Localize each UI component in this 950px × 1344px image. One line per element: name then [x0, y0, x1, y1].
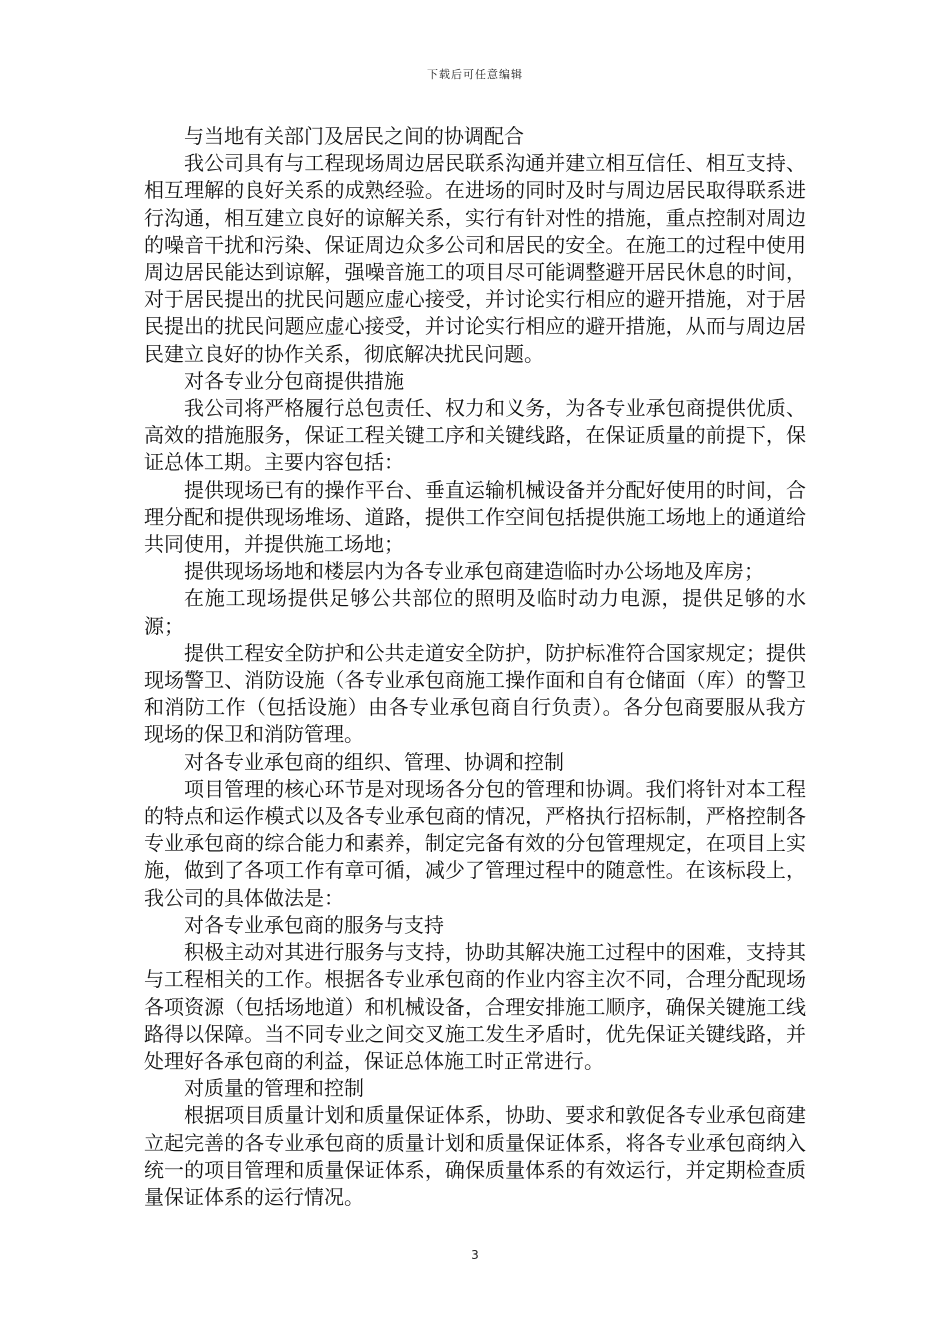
paragraph-management-core: 项目管理的核心环节是对现场各分包的管理和协调。我们将针对本工程的特点和运作模式以及各专业承包商的情况，严格执行招标制，严格控制各专业承包商的综合能力和素养，制定完备有效的分包管理规定，在项目上实施，做到了各项工作有章可循，减少了管理过程中的随意性。在该标段上，我公司的具体做法是：	[144, 776, 806, 910]
page-number: 3	[471, 1248, 479, 1262]
paragraph-office-provision: 提供现场场地和楼层内为各专业承包商建造临时办公场地及库房；	[184, 559, 764, 584]
paragraph-quality-control: 根据项目质量计划和质量保证体系，协助、要求和敦促各专业承包商建立起完善的各专业承包商的质量计划和质量保证体系，将各专业承包商纳入统一的项目管理和质量保证体系，确保质量体系的有效运行，并定期检查质量保证体系的运行情况。	[144, 1103, 806, 1209]
section-heading-organization-management: 对各专业承包商的组织、管理、协调和控制	[184, 749, 564, 774]
document-body	[144, 123, 806, 1211]
section-heading-service-support: 对各专业承包商的服务与支持	[184, 912, 444, 937]
section-heading-subcontractor-measures: 对各专业分包商提供措施	[184, 368, 404, 393]
header-note: 下载后可任意编辑	[427, 68, 523, 81]
section-heading-quality-control: 对质量的管理和控制	[184, 1076, 364, 1101]
paragraph-general-contractor-duties: 我公司将严格履行总包责任、权力和义务，为各专业承包商提供优质、高效的措施服务，保证工程关键工序和关键线路，在保证质量的前提下，保证总体工期。主要内容包括：	[144, 396, 806, 475]
paragraph-coordination: 我公司具有与工程现场周边居民联系沟通并建立相互信任、相互支持、相互理解的良好关系的成熟经验。在进场的同时及时与周边居民取得联系进行沟通，相互建立良好的谅解关系，实行有针对性的措施，重点控制对周边的噪音干扰和污染、保证周边众多公司和居民的安全。在施工的过程中使用周边居民能达到谅解，强噪音施工的项目尽可能调整避开居民休息的时间，对于居民提出的扰民问题应虚心接受，并讨论实行相应的避开措施，对于居民提出的扰民问题应虚心接受，并讨论实行相应的避开措施，从而与周边居民建立良好的协作关系，彻底解决扰民问题。	[144, 151, 806, 366]
paragraph-service-support: 积极主动对其进行服务与支持，协助其解决施工过程中的困难，支持其与工程相关的工作。根据各专业承包商的作业内容主次不同，合理分配现场各项资源（包括场地道）和机械设备，合理安排施工顺序，确保关键施工线路得以保障。当不同专业之间交叉施工发生矛盾时，优先保证关键线路，并处理好各承包商的利益，保证总体施工时正常进行。	[144, 940, 806, 1073]
paragraph-safety-security: 提供工程安全防护和公共走道安全防护，防护标准符合国家规定；提供现场警卫、消防设施（各专业承包商施工操作面和自有仓储面（库）的警卫和消防工作（包括设施）由各专业承包商自行负责）。各分包商要服从我方现场的保卫和消防管理。	[144, 640, 806, 747]
section-heading-coordination: 与当地有关部门及居民之间的协调配合	[184, 124, 524, 148]
paragraph-lighting-power: 在施工现场提供足够公共部位的照明及临时动力电源，提供足够的水源；	[144, 586, 806, 638]
paragraph-platform-provision: 提供现场已有的操作平台、垂直运输机械设备并分配好使用的时间，合理分配和提供现场堆场、道路，提供工作空间包括提供施工场地上的通道给共同使用，并提供施工场地；	[144, 477, 806, 557]
